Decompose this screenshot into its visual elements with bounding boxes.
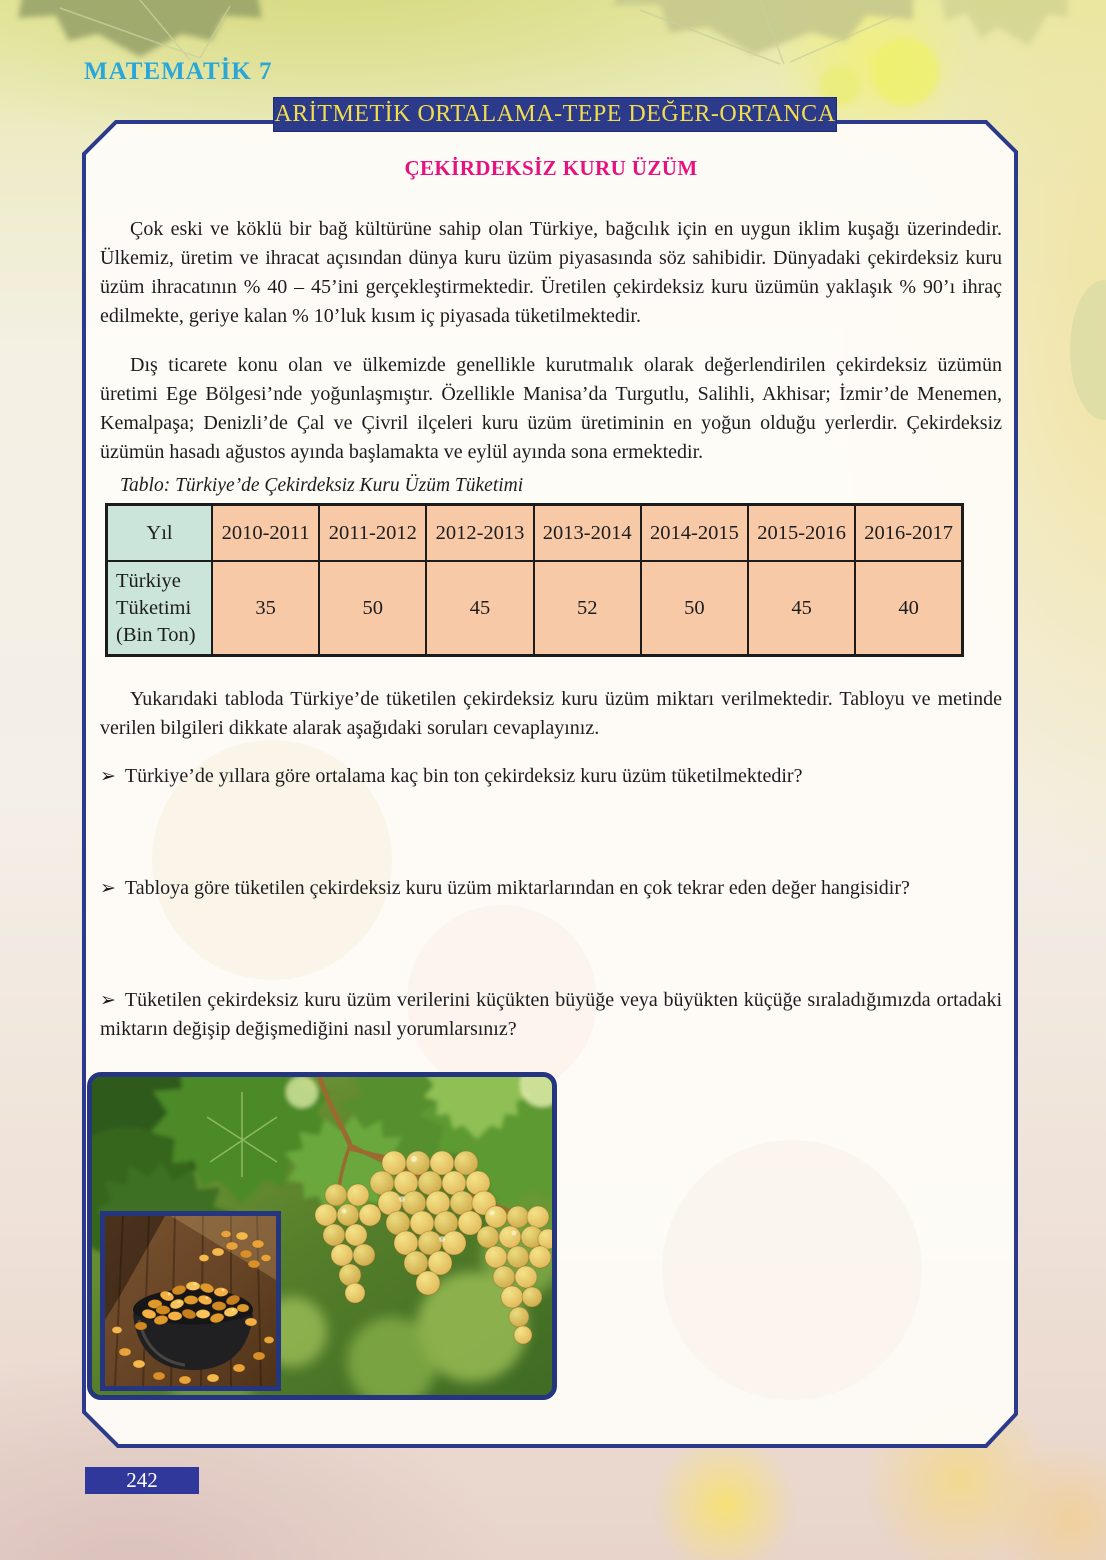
value-cell: 40: [855, 561, 962, 656]
year-cell: 2015-2016: [748, 505, 855, 562]
frame-content: [82, 120, 1018, 1448]
raisins-inset-photo: [100, 1211, 281, 1391]
arrow-bullet-icon: ➢: [100, 878, 116, 899]
table-data-row: [107, 561, 963, 656]
year-cell: 2014-2015: [641, 505, 748, 562]
question-2-text: Tabloya göre tüketilen çekirdeksiz kuru üzüm miktarlarından en çok tekrar eden değer hangisidir?: [124, 877, 910, 899]
chapter-banner-label: ARİTMETİK ORTALAMA-TEPE DEĞER-ORTANCA: [274, 101, 836, 127]
year-cell: 2011-2012: [319, 505, 426, 562]
year-cell: 2010-2011: [212, 505, 319, 562]
instruction-paragraph: Yukarıdaki tabloda Türkiye’de tüketilen çekirdeksiz kuru üzüm miktarı verilmektedir. Tabloyu ve metinde verilen bilgileri dikkate alarak aşağıdaki soruları cevaplayınız.: [100, 688, 1002, 739]
value-cell: 52: [534, 561, 641, 656]
value-cell: 45: [426, 561, 533, 656]
consumption-table: [105, 503, 964, 657]
table-header-row: [107, 505, 963, 562]
book-brand: MATEMATİK 7: [84, 58, 273, 85]
question-2: [100, 874, 1002, 903]
value-cell: 35: [212, 561, 319, 656]
question-3-text: Tüketilen çekirdeksiz kuru üzüm verilerini küçükten büyüğe veya büyükten küçüğe sıraladığımızda ortadaki miktarın değişip değişmediğini nasıl yorumlarsınız?: [100, 989, 1002, 1040]
grapes-photo: [87, 1072, 557, 1400]
content-frame: [82, 120, 1018, 1448]
value-cell: 50: [319, 561, 426, 656]
row-label-cell: Türkiye Tüketimi (Bin Ton): [107, 561, 213, 656]
year-cell: 2012-2013: [426, 505, 533, 562]
year-cell: 2013-2014: [534, 505, 641, 562]
value-cell: 45: [748, 561, 855, 656]
raisin-bowl-illustration: [105, 1216, 276, 1386]
background-leaf-right: [1046, 260, 1106, 440]
table-corner-cell: Yıl: [107, 505, 213, 562]
intro-paragraph-1: Çok eski ve köklü bir bağ kültürüne sahip olan Türkiye, bağcılık için en uygun iklim kuşağı üzerindedir. Ülkemiz, üretim ve ihracat açısından dünya kuru üzüm piyasasında söz sahibidir. Dünyadaki çekirdeksiz kuru üzüm ihracatının % 40 – 45’ini gerçekleştirmektedir. Üretilen çekirdeksiz kuru üzümün yaklaşık % 90’ı ihraç edilmekte, geriye kalan % 10’luk kısım iç piyasada tüketilmektedir.: [100, 218, 1002, 327]
question-1: [100, 762, 1002, 791]
arrow-bullet-icon: ➢: [100, 990, 116, 1011]
intro-paragraph-2: Dış ticarete konu olan ve ülkemizde genellikle kurutmalık olarak değerlendirilen çekirdeksiz üzümün üretimi Ege Bölgesi’nde yoğunlaşmıştır. Özellikle Manisa’da Turgutlu, Salihli, Akhisar; İzmir’de Menemen, Kemalpaşa; Denizli’de Çal ve Çivril ilçeleri kuru üzüm üretiminin en yoğun olduğu yerlerdir. Çekirdeksiz üzümün hasadı ağustos ayında başlamakta ve eylül ayında sona ermektedir.: [100, 354, 1002, 463]
year-cell: 2016-2017: [855, 505, 962, 562]
arrow-bullet-icon: ➢: [100, 766, 116, 787]
table-caption: Tablo: Türkiye’de Çekirdeksiz Kuru Üzüm Tüketimi: [120, 475, 524, 496]
page-number: 242: [85, 1467, 199, 1494]
chapter-banner: [273, 97, 837, 132]
value-cell: 50: [641, 561, 748, 656]
question-1-text: Türkiye’de yıllara göre ortalama kaç bin ton çekirdeksiz kuru üzüm tüketilmektedir?: [124, 765, 803, 787]
question-3: [100, 986, 1002, 1044]
activity-title: ÇEKİRDEKSİZ KURU ÜZÜM: [404, 156, 698, 180]
